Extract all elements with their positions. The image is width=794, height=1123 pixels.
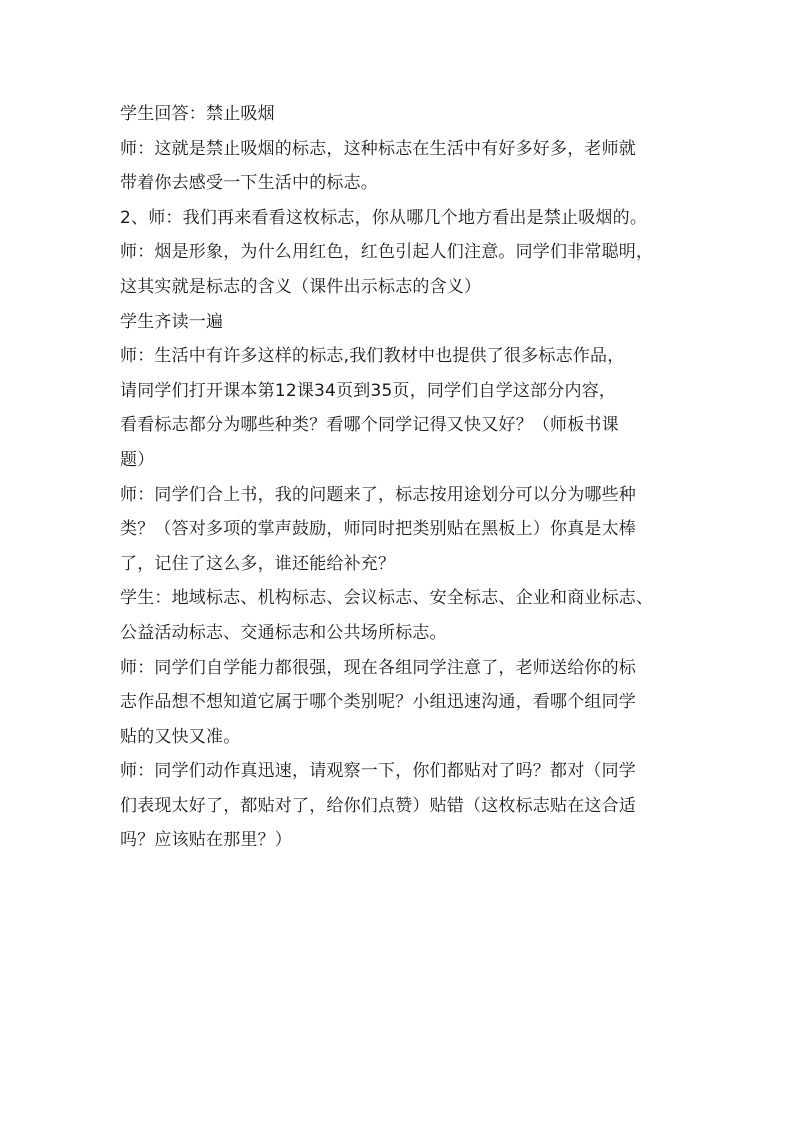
text-line: 这其实就是标志的含义（课件出示标志的含义）	[120, 276, 482, 297]
text-line: 师：同学们动作真迅速，请观察一下，你们都贴对了吗？都对（同学	[120, 761, 636, 782]
text-line: 师：生活中有许多这样的标志,我们教材中也提供了很多标志作品，	[120, 346, 625, 367]
text-line: 学生齐读一遍	[120, 311, 224, 332]
text-line: 公益活动标志、交通标志和公共场所标志。	[120, 622, 447, 643]
text-line: 师：烟是形象，为什么用红色，红色引起人们注意。同学们非常聪明，	[120, 242, 654, 263]
text-line: 们表现太好了，都贴对了，给你们点赞）贴错（这枚标志贴在这合适	[120, 795, 636, 816]
text-line: 志作品想不想知道它属于哪个类别呢？小组迅速沟通，看哪个组同学	[120, 692, 636, 713]
text-line: 吗？应该贴在那里？）	[120, 830, 292, 851]
text-line: 题）	[120, 449, 155, 470]
text-line: 学生回答：禁止吸烟	[120, 104, 275, 124]
text-line: 了，记住了这么多，谁还能给补充？	[120, 553, 396, 574]
text-line: 看看标志都分为哪些种类？看哪个同学记得又快又好？（师板书课	[120, 415, 619, 436]
text-line: 师：这就是禁止吸烟的标志，这种标志在生活中有好多好多，老师就	[120, 138, 636, 159]
text-line: 师：同学们合上书，我的问题来了，标志按用途划分可以分为哪些种	[120, 484, 636, 505]
text-line: 师：同学们自学能力都很强，现在各组同学注意了，老师送给你的标	[120, 657, 636, 678]
text-line: 2、师：我们再来看看这枚标志，你从哪几个地方看出是禁止吸烟的。	[120, 207, 648, 228]
text-line: 学生：地域标志、机构标志、会议标志、安全标志、企业和商业标志、	[120, 588, 654, 609]
document-body	[120, 97, 680, 858]
text-line: 类？（答对多项的掌声鼓励，师同时把类别贴在黑板上）你真是太棒	[120, 519, 636, 540]
text-line: 请同学们打开课本第12课34页到35页，同学们自学这部分内容，	[120, 380, 617, 401]
text-line: 贴的又快又准。	[120, 726, 241, 747]
text-line: 带着你去感受一下生活中的标志。	[120, 173, 378, 194]
